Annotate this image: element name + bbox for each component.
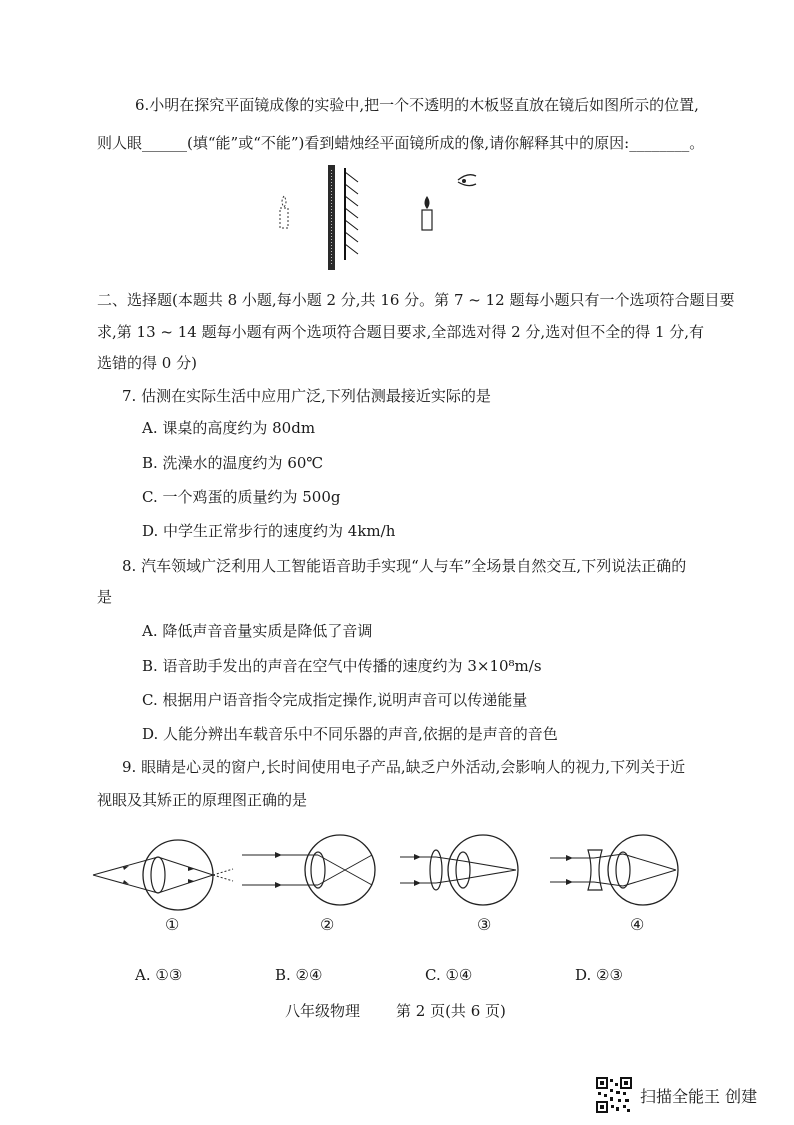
q9-option-d: D. ②③	[575, 966, 623, 984]
q7-option-a: A. 课桌的高度约为 80dm	[142, 419, 316, 437]
q9-option-c: C. ①④	[425, 966, 473, 984]
q9-stem2: 视眼及其矫正的原理图正确的是	[97, 791, 308, 809]
eye-diagram-4	[548, 825, 688, 915]
q6-line2: 则人眼______(填“能”或“不能”)看到蜡烛经平面镜所成的像,请你解释其中的原因:________。	[97, 134, 705, 152]
footer-page-number: 第 2 页(共 6 页)	[396, 1002, 506, 1020]
eye-diagram-1	[88, 835, 238, 915]
q9-option-a: A. ①③	[135, 966, 183, 984]
q7-option-b: B. 洗澡水的温度约为 60℃	[142, 454, 324, 472]
q6-line1: 6.小明在探究平面镜成像的实验中,把一个不透明的木板竖直放在镜后如图所示的位置,	[135, 96, 699, 114]
candle-image	[280, 196, 288, 228]
candle	[422, 196, 432, 230]
q8-option-a: A. 降低声音音量实质是降低了音调	[142, 622, 373, 640]
q9-stem1: 9. 眼睛是心灵的窗户,长时间使用电子产品,缺乏户外活动,会影响人的视力,下列关于近	[122, 758, 686, 776]
q8-option-b: B. 语音助手发出的声音在空气中传播的速度约为 3×10⁸m/s	[142, 657, 542, 675]
q8-option-d: D. 人能分辨出车载音乐中不同乐器的声音,依据的是声音的音色	[142, 725, 558, 743]
eye-diagram-3	[398, 825, 538, 915]
q8-stem1: 8. 汽车领域广泛利用人工智能语音助手实现“人与车”全场景自然交互,下列说法正确的	[122, 557, 687, 575]
eye-diagram-2	[240, 825, 390, 915]
q7-option-c: C. 一个鸡蛋的质量约为 500g	[142, 488, 341, 506]
section2-line2: 求,第 13 ~ 14 题每小题有两个选项符合题目要求,全部选对得 2 分,选对但不全的得 1 分,有	[97, 323, 705, 341]
eye-icon	[458, 175, 476, 186]
qr-code-icon	[596, 1077, 632, 1113]
q7-stem: 7. 估测在实际生活中应用广泛,下列估测最接近实际的是	[122, 387, 491, 405]
q8-option-c: C. 根据用户语音指令完成指定操作,说明声音可以传递能量	[142, 691, 528, 709]
section2-line3: 选错的得 0 分)	[97, 354, 197, 372]
q7-option-d: D. 中学生正常步行的速度约为 4km/h	[142, 522, 396, 540]
eye-diagram-2-label: ②	[320, 915, 335, 934]
eye-diagram-4-label: ④	[630, 915, 645, 934]
section2-line1: 二、选择题(本题共 8 小题,每小题 2 分,共 16 分。第 7 ~ 12 题每小题只有一个选项符合题目要	[97, 291, 735, 309]
q8-stem2: 是	[97, 588, 113, 606]
footer-subject: 八年级物理	[285, 1002, 361, 1020]
watermark-text: 扫描全能王 创建	[640, 1087, 758, 1106]
q6-mirror-figure	[270, 160, 490, 275]
eye-diagram-3-label: ③	[477, 915, 492, 934]
plane-mirror	[345, 168, 358, 260]
eye-diagram-1-label: ①	[165, 915, 180, 934]
q9-option-b: B. ②④	[275, 966, 323, 984]
